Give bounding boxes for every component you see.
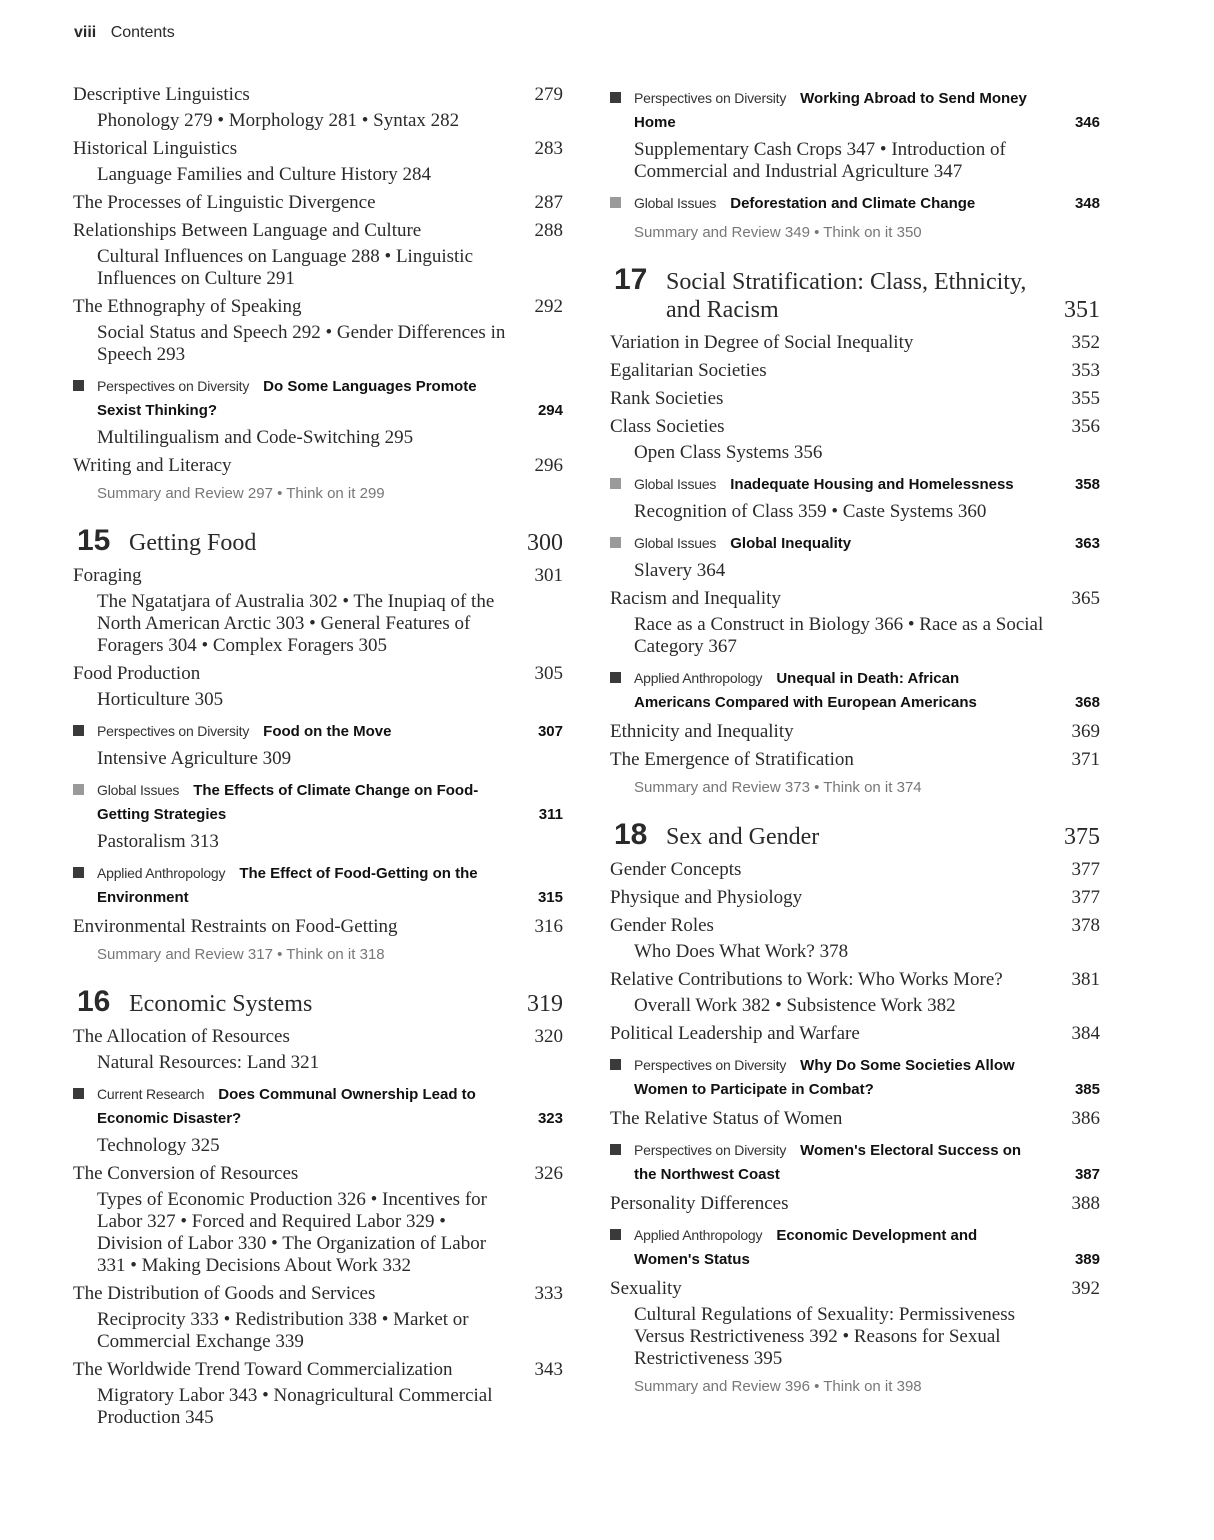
feature-box-title: Working Abroad to Send Money Home	[634, 90, 1027, 131]
section-page: 388	[1071, 1193, 1100, 1214]
section-page: 292	[534, 296, 563, 317]
subentry-text: Language Families and Culture History 284	[97, 164, 432, 185]
toc-section-entry[interactable]	[610, 1193, 1100, 1215]
toc-section-entry[interactable]	[610, 969, 1100, 991]
summary-and-review-line[interactable]: Summary and Review 396 • Think on it 398	[634, 1378, 922, 1395]
section-page: 369	[1071, 721, 1100, 742]
bullet-square-icon	[610, 478, 621, 489]
feature-box-title: Food on the Move	[263, 723, 392, 740]
section-title: Environmental Restraints on Food-Getting	[73, 916, 398, 937]
subentry-text: Intensive Agriculture 309	[97, 748, 292, 769]
toc-section-entry[interactable]	[610, 1278, 1100, 1300]
subentry-text: Supplementary Cash Crops 347 • Introduction of Commercial and Industrial Agriculture 347	[634, 139, 1006, 182]
toc-section-entry[interactable]	[610, 1023, 1100, 1045]
section-title: Gender Concepts	[610, 859, 742, 880]
section-page: 296	[534, 455, 563, 476]
chapter-15-heading[interactable]	[73, 525, 563, 557]
feature-box-text	[634, 531, 1100, 556]
chapter-number: 16	[77, 985, 111, 1018]
feature-box-label: Perspectives on Diversity	[634, 90, 787, 106]
section-title: Relative Contributions to Work: Who Works More?	[610, 969, 1003, 990]
section-title: Relationships Between Language and Culture	[73, 220, 422, 241]
section-page: 352	[1071, 332, 1100, 353]
toc-section-entry[interactable]	[610, 915, 1100, 937]
running-head-title: Contents	[110, 24, 175, 41]
section-page: 392	[1071, 1278, 1100, 1299]
toc-subentry[interactable]	[610, 139, 1100, 183]
toc-subentry[interactable]	[610, 995, 1100, 1017]
feature-box-title: Women's Electoral Success on the Northwest Coast	[634, 1142, 1022, 1183]
toc-section-entry[interactable]	[73, 565, 563, 587]
feature-box-title: Unequal in Death: African Americans Compared with European Americans	[634, 670, 977, 711]
feature-box-entry[interactable]	[610, 1223, 1100, 1272]
section-page: 384	[1071, 1023, 1100, 1044]
chapter-page: 351	[1064, 297, 1100, 323]
feature-box-page: 294	[537, 402, 563, 419]
feature-box-entry[interactable]	[73, 861, 563, 910]
feature-box-entry[interactable]	[610, 1053, 1100, 1102]
feature-box-page: 348	[1074, 195, 1100, 212]
subentry-text: Overall Work 382 • Subsistence Work 382	[634, 995, 956, 1016]
toc-section-entry[interactable]	[610, 360, 1100, 382]
section-page: 283	[534, 138, 563, 159]
toc-section-entry[interactable]	[610, 721, 1100, 743]
toc-subentry[interactable]	[610, 614, 1100, 658]
toc-section-entry[interactable]	[73, 1026, 563, 1048]
subentry-text: Race as a Construct in Biology 366 • Race as a Social Category 367	[634, 614, 1044, 657]
section-title: The Allocation of Resources	[73, 1026, 290, 1047]
feature-box-label: Applied Anthropology	[634, 1227, 763, 1243]
feature-box-title: Deforestation and Climate Change	[730, 195, 976, 212]
subentry-text: Horticulture 305	[97, 689, 224, 710]
bullet-square-icon	[73, 380, 84, 391]
feature-box-label: Perspectives on Diversity	[97, 723, 250, 739]
toc-section-entry[interactable]	[73, 192, 563, 214]
toc-subentry[interactable]	[73, 1385, 563, 1429]
toc-section-entry[interactable]	[73, 663, 563, 685]
bullet-square-icon	[610, 1059, 621, 1070]
feature-box-page: 315	[537, 889, 563, 906]
feature-box-entry[interactable]	[610, 472, 1100, 497]
page-number: viii	[74, 24, 97, 41]
feature-box-title: Inadequate Housing and Homelessness	[730, 476, 1014, 493]
toc-section-entry[interactable]	[610, 588, 1100, 610]
section-page: 353	[1071, 360, 1100, 381]
chapter-title: Getting Food	[129, 530, 257, 556]
section-title: Sexuality	[610, 1278, 682, 1299]
feature-box-text	[97, 778, 563, 827]
feature-box-label: Global Issues	[97, 782, 180, 798]
feature-box-entry[interactable]	[610, 1138, 1100, 1187]
section-page: 343	[534, 1359, 563, 1380]
toc-section-entry[interactable]	[73, 220, 563, 242]
feature-box-page: 387	[1074, 1166, 1100, 1183]
section-page: 288	[534, 220, 563, 241]
section-page: 287	[534, 192, 563, 213]
summary-and-review-line[interactable]: Summary and Review 349 • Think on it 350	[634, 224, 922, 241]
feature-box-entry[interactable]	[73, 374, 563, 423]
feature-box-label: Perspectives on Diversity	[97, 378, 250, 394]
bullet-square-icon	[610, 537, 621, 548]
section-title: Rank Societies	[610, 388, 724, 409]
toc-subentry[interactable]	[73, 831, 563, 853]
toc-section-entry[interactable]	[73, 84, 563, 106]
toc-subentry[interactable]	[610, 442, 1100, 464]
section-title: The Distribution of Goods and Services	[73, 1283, 376, 1304]
section-title: The Ethnography of Speaking	[73, 296, 302, 317]
feature-box-text	[634, 1138, 1100, 1187]
section-page: 365	[1071, 588, 1100, 609]
subentry-text: Phonology 279 • Morphology 281 • Syntax 282	[97, 110, 460, 131]
summary-and-review-line[interactable]: Summary and Review 297 • Think on it 299	[97, 485, 385, 502]
feature-box-title: Do Some Languages Promote Sexist Thinking?	[97, 378, 477, 419]
feature-box-label: Perspectives on Diversity	[634, 1057, 787, 1073]
feature-box-entry[interactable]	[610, 531, 1100, 556]
section-page: 301	[534, 565, 563, 586]
chapter-title: Economic Systems	[129, 991, 313, 1017]
feature-box-text	[97, 374, 563, 423]
feature-box-text	[97, 1082, 563, 1131]
toc-section-entry[interactable]	[73, 1283, 563, 1305]
section-title: The Relative Status of Women	[610, 1108, 843, 1129]
chapter-17-heading[interactable]	[610, 264, 1100, 324]
section-title: Racism and Inequality	[610, 588, 781, 609]
section-page: 356	[1071, 416, 1100, 437]
running-head	[74, 24, 175, 42]
feature-box-page: 389	[1074, 1251, 1100, 1268]
subentry-text: Multilingualism and Code-Switching 295	[97, 427, 414, 448]
feature-box-page: 346	[1074, 114, 1100, 131]
toc-subentry[interactable]	[73, 748, 563, 770]
bullet-square-icon	[73, 784, 84, 795]
feature-box-entry[interactable]	[610, 86, 1100, 135]
section-title: Foraging	[73, 565, 142, 586]
section-page: 326	[534, 1163, 563, 1184]
toc-section-entry[interactable]	[73, 455, 563, 477]
subentry-text: Who Does What Work? 378	[634, 941, 849, 962]
feature-box-page: 358	[1074, 476, 1100, 493]
chapter-number: 17	[614, 263, 648, 296]
subentry-text: Slavery 364	[634, 560, 726, 581]
subentry-text: Social Status and Speech 292 • Gender Differences in Speech 293	[97, 322, 506, 365]
feature-box-title: The Effect of Food-Getting on the Environment	[97, 865, 478, 906]
toc-subentry[interactable]	[73, 164, 563, 186]
section-title: Class Societies	[610, 416, 725, 437]
toc-section-entry[interactable]	[73, 1359, 563, 1381]
section-page: 377	[1071, 887, 1100, 908]
section-title: Ethnicity and Inequality	[610, 721, 794, 742]
feature-box-text	[634, 666, 1100, 715]
feature-box-page: 323	[537, 1110, 563, 1127]
toc-subentry[interactable]	[73, 1189, 563, 1277]
section-page: 333	[534, 1283, 563, 1304]
feature-box-page: 307	[537, 723, 563, 740]
toc-subentry[interactable]	[610, 1304, 1100, 1370]
bullet-square-icon	[610, 1144, 621, 1155]
toc-subentry[interactable]	[73, 1135, 563, 1157]
feature-box-title: Global Inequality	[730, 535, 852, 552]
section-title: Descriptive Linguistics	[73, 84, 250, 105]
feature-box-entry[interactable]	[73, 778, 563, 827]
feature-box-text	[634, 191, 1100, 216]
chapter-title: Sex and Gender	[666, 824, 820, 850]
bullet-square-icon	[73, 867, 84, 878]
feature-box-text	[634, 1053, 1100, 1102]
section-title: Political Leadership and Warfare	[610, 1023, 860, 1044]
toc-subentry[interactable]	[73, 110, 563, 132]
toc-section-entry[interactable]	[610, 887, 1100, 909]
feature-box-title: Why Do Some Societies Allow Women to Participate in Combat?	[634, 1057, 1015, 1098]
subentry-text: Recognition of Class 359 • Caste Systems 360	[634, 501, 987, 522]
toc-subentry[interactable]	[73, 322, 563, 366]
feature-box-title: Does Communal Ownership Lead to Economic Disaster?	[97, 1086, 476, 1127]
subentry-text: The Ngatatjara of Australia 302 • The Inupiaq of the North American Arctic 303 • General Features of Foragers 304 • Complex Foragers 305	[97, 591, 495, 656]
feature-box-text	[97, 719, 563, 744]
feature-box-text	[97, 861, 563, 910]
section-page: 279	[534, 84, 563, 105]
section-title: The Processes of Linguistic Divergence	[73, 192, 376, 213]
toc-section-entry[interactable]	[610, 416, 1100, 438]
feature-box-page: 368	[1074, 694, 1100, 711]
chapter-page: 319	[527, 991, 563, 1017]
feature-box-page: 385	[1074, 1081, 1100, 1098]
toc-subentry[interactable]	[610, 501, 1100, 523]
section-title: Personality Differences	[610, 1193, 789, 1214]
toc-subentry[interactable]	[73, 591, 563, 657]
toc-section-entry[interactable]	[610, 332, 1100, 354]
section-page: 371	[1071, 749, 1100, 770]
feature-box-entry[interactable]	[610, 666, 1100, 715]
chapter-page: 375	[1064, 824, 1100, 850]
section-title: Variation in Degree of Social Inequality	[610, 332, 914, 353]
toc-section-entry[interactable]	[73, 296, 563, 318]
feature-box-label: Applied Anthropology	[97, 865, 226, 881]
section-title: The Worldwide Trend Toward Commercialization	[73, 1359, 453, 1380]
subentry-text: Reciprocity 333 • Redistribution 338 • Market or Commercial Exchange 339	[97, 1309, 469, 1352]
section-title: The Conversion of Resources	[73, 1163, 299, 1184]
toc-subentry[interactable]	[73, 1052, 563, 1074]
feature-box-label: Perspectives on Diversity	[634, 1142, 787, 1158]
toc-section-entry[interactable]	[610, 388, 1100, 410]
section-page: 378	[1071, 915, 1100, 936]
subentry-text: Migratory Labor 343 • Nonagricultural Commercial Production 345	[97, 1385, 493, 1428]
feature-box-label: Current Research	[97, 1086, 205, 1102]
toc-section-entry[interactable]	[73, 1163, 563, 1185]
section-page: 316	[534, 916, 563, 937]
toc-section-entry[interactable]	[610, 1108, 1100, 1130]
chapter-16-heading[interactable]	[73, 986, 563, 1018]
section-title: The Emergence of Stratification	[610, 749, 854, 770]
subentry-text: Technology 325	[97, 1135, 220, 1156]
toc-subentry[interactable]	[610, 560, 1100, 582]
feature-box-text	[634, 1223, 1100, 1272]
toc-subentry[interactable]	[610, 941, 1100, 963]
feature-box-label: Global Issues	[634, 195, 717, 211]
toc-section-entry[interactable]	[610, 749, 1100, 771]
section-title: Gender Roles	[610, 915, 714, 936]
feature-box-page: 311	[538, 806, 563, 823]
toc-section-entry[interactable]	[73, 138, 563, 160]
chapter-number: 18	[614, 818, 648, 851]
bullet-square-icon	[610, 92, 621, 103]
bullet-square-icon	[73, 1088, 84, 1099]
bullet-square-icon	[610, 1229, 621, 1240]
section-page: 386	[1071, 1108, 1100, 1129]
feature-box-page: 363	[1074, 535, 1100, 552]
chapter-page: 300	[527, 530, 563, 556]
feature-box-title: The Effects of Climate Change on Food-Getting Strategies	[97, 782, 479, 823]
toc-section-entry[interactable]	[610, 859, 1100, 881]
section-title: Historical Linguistics	[73, 138, 238, 159]
feature-box-text	[634, 472, 1100, 497]
summary-and-review-line[interactable]: Summary and Review 373 • Think on it 374	[634, 779, 922, 796]
summary-and-review-line[interactable]: Summary and Review 317 • Think on it 318	[97, 946, 385, 963]
toc-subentry[interactable]	[73, 1309, 563, 1353]
chapter-title: Social Stratification: Class, Ethnicity, and Racism	[666, 269, 1027, 323]
chapter-18-heading[interactable]	[610, 819, 1100, 851]
subentry-text: Cultural Regulations of Sexuality: Permissiveness Versus Restrictiveness 392 • Reasons for Sexual Restrictiveness 395	[634, 1304, 1016, 1369]
section-page: 355	[1071, 388, 1100, 409]
feature-box-label: Global Issues	[634, 535, 717, 551]
chapter-number: 15	[77, 524, 111, 557]
feature-box-label: Global Issues	[634, 476, 717, 492]
subentry-text: Natural Resources: Land 321	[97, 1052, 320, 1073]
feature-box-entry[interactable]	[73, 1082, 563, 1131]
section-page: 381	[1071, 969, 1100, 990]
bullet-square-icon	[610, 672, 621, 683]
feature-box-title: Economic Development and Women's Status	[634, 1227, 978, 1268]
feature-box-entry[interactable]	[73, 719, 563, 744]
bullet-square-icon	[73, 725, 84, 736]
toc-subentry[interactable]	[73, 689, 563, 711]
subentry-text: Open Class Systems 356	[634, 442, 823, 463]
toc-section-entry[interactable]	[73, 916, 563, 938]
subentry-text: Types of Economic Production 326 • Incentives for Labor 327 • Forced and Required Labor 329 • Division of Labor 330 • The Organization of Labor 331 • Making Decisions About Work 332	[97, 1189, 487, 1276]
feature-box-entry[interactable]	[610, 191, 1100, 216]
toc-subentry[interactable]	[73, 427, 563, 449]
section-title: Food Production	[73, 663, 201, 684]
toc-left-column	[73, 78, 563, 1429]
section-title: Egalitarian Societies	[610, 360, 767, 381]
section-title: Physique and Physiology	[610, 887, 803, 908]
section-page: 305	[534, 663, 563, 684]
section-title: Writing and Literacy	[73, 455, 232, 476]
toc-right-column	[610, 78, 1100, 1398]
feature-box-label: Applied Anthropology	[634, 670, 763, 686]
feature-box-text	[634, 86, 1100, 135]
section-page: 377	[1071, 859, 1100, 880]
bullet-square-icon	[610, 197, 621, 208]
subentry-text: Cultural Influences on Language 288 • Linguistic Influences on Culture 291	[97, 246, 474, 289]
subentry-text: Pastoralism 313	[97, 831, 219, 852]
section-page: 320	[534, 1026, 563, 1047]
toc-subentry[interactable]	[73, 246, 563, 290]
